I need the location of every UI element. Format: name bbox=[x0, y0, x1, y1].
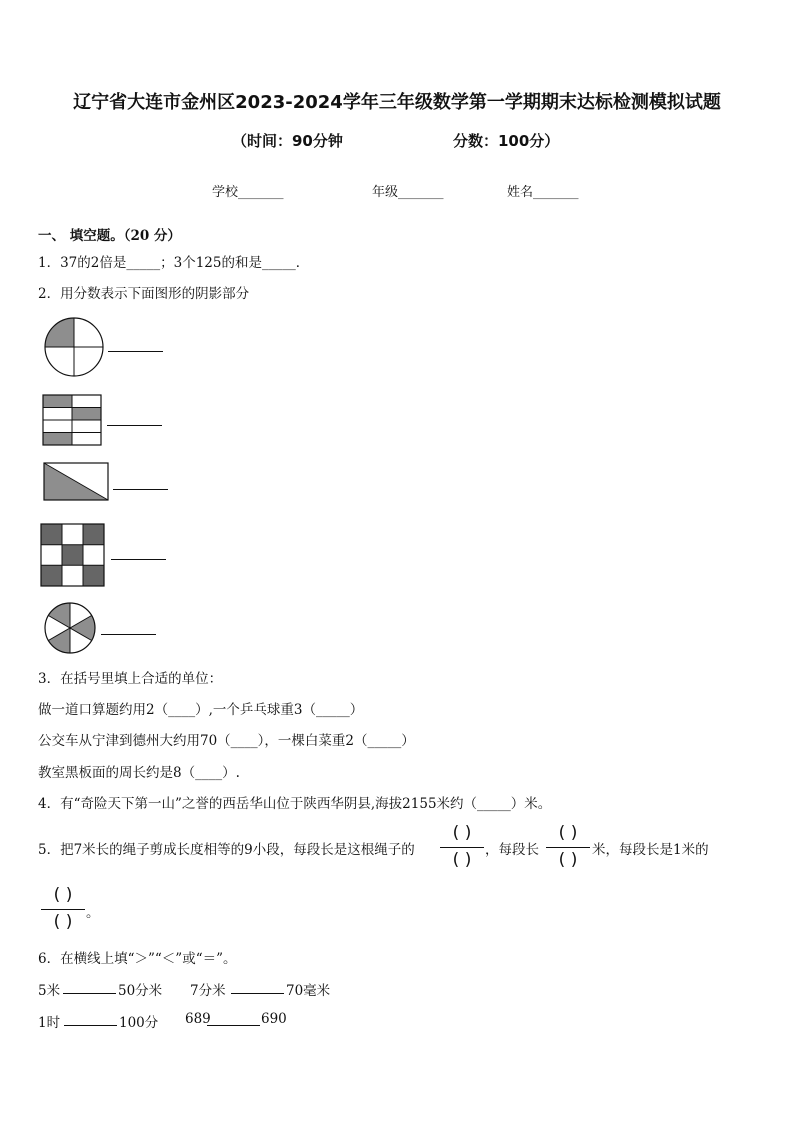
fraction-blank-2[interactable] bbox=[545, 823, 591, 873]
answer-line-q6c[interactable] bbox=[64, 1025, 117, 1026]
q6d-right: 690 bbox=[261, 1011, 287, 1027]
figure-circle-quarters bbox=[44, 318, 104, 376]
answer-line-fig4[interactable] bbox=[111, 559, 166, 560]
fraction-blank-3[interactable] bbox=[40, 885, 86, 935]
q6d-left: 689 bbox=[185, 1011, 211, 1027]
fraction-blank-1[interactable] bbox=[439, 823, 485, 873]
q6c-left: 1时 bbox=[38, 1015, 61, 1031]
q6a-left: 5米 bbox=[38, 983, 61, 999]
answer-line-fig1[interactable] bbox=[108, 351, 163, 352]
fraction-numerator: ( ) bbox=[452, 823, 472, 843]
answer-line-q6a[interactable] bbox=[63, 993, 116, 994]
answer-line-fig5[interactable] bbox=[101, 634, 156, 635]
fraction-denominator: ( ) bbox=[53, 912, 73, 932]
name-field: 姓名_______ bbox=[507, 185, 579, 200]
question-5-part2: ，每段长 bbox=[485, 842, 539, 858]
question-2: 2．用分数表示下面图形的阴影部分 bbox=[38, 286, 250, 302]
answer-line-q6b[interactable] bbox=[231, 993, 284, 994]
question-5-part3: 米，每段长是1米的 bbox=[592, 842, 709, 858]
exam-score: 分数：100分） bbox=[453, 132, 560, 150]
exam-time: （时间：90分钟 bbox=[232, 132, 343, 150]
school-field: 学校_______ bbox=[212, 185, 284, 200]
fraction-numerator: ( ) bbox=[558, 823, 578, 843]
q6a-right: 50分米 bbox=[118, 983, 163, 999]
fraction-denominator: ( ) bbox=[558, 850, 578, 870]
question-6: 6．在横线上填“＞”“＜”或“＝”。 bbox=[38, 951, 237, 967]
answer-line-fig2[interactable] bbox=[107, 425, 162, 426]
question-3a: 做一道口算题约用2（____）,一个乒乓球重3（_____） bbox=[38, 702, 364, 718]
fraction-numerator: ( ) bbox=[53, 885, 73, 905]
question-4: 4．有“奇险天下第一山”之誉的西岳华山位于陕西华阴县,海拔2155米约（_____）米。 bbox=[38, 796, 552, 812]
question-3: 3．在括号里填上合适的单位： bbox=[38, 671, 223, 687]
answer-line-q6d[interactable] bbox=[207, 1025, 260, 1026]
question-5-part1: 5．把7米长的绳子剪成长度相等的9小段，每段长是这根绳子的 bbox=[38, 842, 415, 858]
question-3c: 教室黑板面的周长约是8（____）. bbox=[38, 765, 240, 781]
section-heading: 一、 填空题。（20 分） bbox=[38, 228, 181, 244]
question-1: 1．37的2倍是_____；3个125的和是_____． bbox=[38, 255, 310, 271]
grade-field: 年级_______ bbox=[372, 185, 444, 200]
answer-line-fig3[interactable] bbox=[113, 489, 168, 490]
figure-rectangle-diagonal bbox=[44, 463, 108, 500]
figure-circle-sixths bbox=[43, 602, 97, 654]
q6b-left: 7分米 bbox=[190, 983, 226, 999]
figure-grid-2x4 bbox=[43, 395, 101, 445]
q6b-right: 70毫米 bbox=[286, 983, 331, 999]
fraction-denominator: ( ) bbox=[452, 850, 472, 870]
figure-checker-3x3 bbox=[41, 524, 104, 586]
question-3b: 公交车从宁津到德州大约用70（____），一棵白菜重2（_____） bbox=[38, 733, 415, 749]
question-5-end: 。 bbox=[86, 905, 100, 921]
q6c-right: 100分 bbox=[119, 1015, 159, 1031]
page-title: 辽宁省大连市金州区2023-2024学年三年级数学第一学期期末达标检测模拟试题 bbox=[73, 92, 721, 113]
